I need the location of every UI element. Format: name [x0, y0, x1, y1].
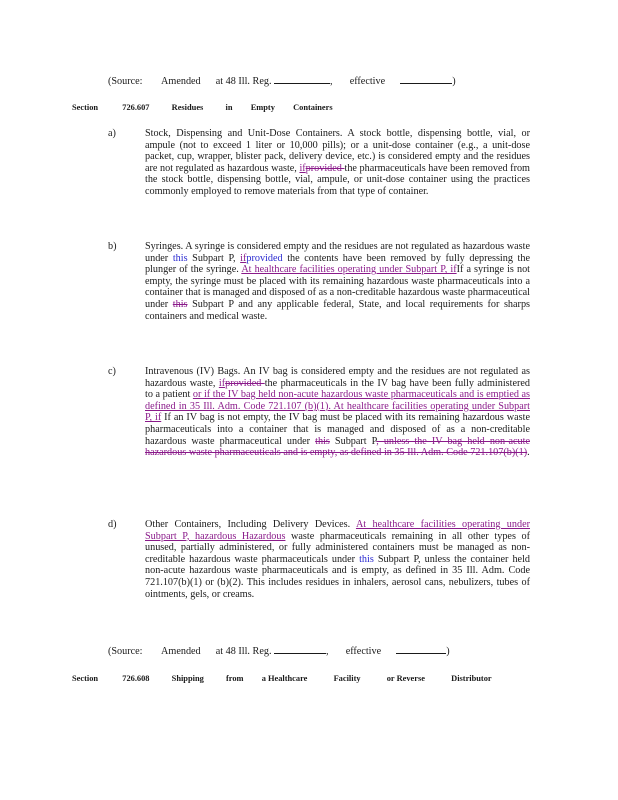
paragraph-b-body	[145, 241, 530, 322]
section-title-word: Shipping	[171, 674, 204, 683]
source-amended: Amended	[161, 646, 201, 657]
body-text: Subpart P, unless the container held non-acute hazardous waste pharmaceuticals and is empty, as defined in 35 Ill. Adm. Code 721.107(b)(1) or (b)(2). This includes residues in inhalers, aerosol cans, nebulizers, tubes of ointments, gels, or creams.	[145, 553, 530, 600]
source-sep: ,	[330, 76, 333, 87]
deleted-text: , unless the IV bag held non-acute hazardous waste pharmaceuticals and is empty, as defined in 35 Ill. Adm. Code 721.107(b)(1)	[145, 435, 530, 459]
source-effective: effective	[345, 646, 382, 657]
section-title-word: Facility	[333, 674, 361, 683]
deleted-text: this	[315, 435, 330, 447]
section-number: 726.608	[122, 674, 150, 683]
source-effective: effective	[349, 76, 386, 87]
section-label: Section	[72, 103, 99, 112]
source-note-bottom	[108, 644, 450, 657]
source-reg: at 48 Ill. Reg.	[215, 76, 272, 87]
body-text: Subpart P	[329, 435, 377, 447]
body-text: Subpart P and any applicable federal, State, and local requirements for sharps containers and medical waste.	[145, 298, 531, 322]
paragraph-letter: a)	[108, 128, 116, 139]
body-text: the contents have been removed by fully depressing the plunger of the syringe.	[145, 252, 530, 276]
inserted-text: At healthcare facilities operating under Subpart P, if	[241, 264, 457, 276]
effective-blank	[396, 644, 446, 654]
paragraph-letter: d)	[108, 519, 117, 530]
section-title-word: Containers	[293, 103, 333, 112]
body-text: Syringes. A syringe is considered empty and the residues are not regulated as hazardous waste under	[145, 241, 530, 264]
body-text: If a syringe is not empty, the syringe must be placed with its remaining hazardous waste pharmaceuticals into a container that is managed and disposed of as a non-creditable hazardous waste pharmaceutical under	[145, 264, 530, 310]
highlighted-text: this	[172, 252, 188, 264]
source-prefix: (Source:	[108, 646, 143, 657]
inserted-text: if	[240, 252, 247, 264]
highlighted-text: provided	[246, 252, 283, 264]
section-title-word: Residues	[171, 103, 204, 112]
body-text: Subpart P,	[187, 252, 241, 264]
body-text: .	[527, 447, 530, 459]
section-number: 726.607	[122, 103, 150, 112]
body-text: Stock, Dispensing and Unit-Dose Containers. A stock bottle, dispensing bottle, vial, or ampule (not to exceed 1 liter or 10,000 pills); or a unit-dose container (e.g., a unit-dose packet, cup, wrapper, blister pack, delivery device, etc.) is considered empty and the residues are not regulated as hazardous waste,	[145, 128, 530, 174]
section-title-word: a Healthcare	[261, 674, 308, 683]
section-title-word: or Reverse	[386, 674, 425, 683]
section-title-word: from	[225, 674, 244, 683]
paragraph-a-body	[145, 128, 530, 198]
source-reg: at 48 Ill. Reg.	[215, 646, 272, 657]
source-suffix: )	[446, 646, 450, 657]
body-text: Intravenous (IV) Bags. An IV bag is considered empty and the residues are not regulated as hazardous waste,	[145, 366, 530, 389]
deleted-text: provided	[305, 162, 345, 174]
section-title-word: Distributor	[451, 674, 492, 683]
section-heading-726-607	[72, 103, 333, 112]
source-note-top	[108, 74, 456, 87]
paragraph-d-body	[145, 519, 530, 600]
body-text: Other Containers, Including Delivery Devices.	[145, 519, 356, 530]
source-amended: Amended	[161, 76, 201, 87]
body-text: waste pharmaceuticals remaining in all other types of unused, partially administered, or fully administered containers must be managed as non-creditable hazardous waste pharmaceuticals under	[145, 530, 530, 565]
inserted-text: if	[218, 377, 226, 389]
body-text: the pharmaceuticals have been removed from the stock bottle, dispensing bottle, vial, ampule, or unit-dose container using the practices commonly employed to remove materials from that type of container.	[145, 162, 530, 197]
paragraph-letter: b)	[108, 241, 117, 252]
source-prefix: (Source:	[108, 76, 143, 87]
paragraph-letter: c)	[108, 366, 116, 377]
paragraph-c-body	[145, 366, 530, 459]
reg-blank	[274, 644, 326, 654]
section-label: Section	[72, 674, 99, 683]
source-suffix: )	[452, 76, 456, 87]
inserted-text: or if the IV bag held non-acute hazardous waste pharmaceuticals and is emptied as defined in 35 Ill. Adm. Code 721.107 (b)(1). At healthcare facilities operating under Subpart P, if	[145, 389, 530, 424]
deleted-text: provided	[225, 377, 265, 389]
body-text: the pharmaceuticals in the IV bag have been fully administered to a patient	[145, 377, 530, 401]
source-sep: ,	[326, 646, 329, 657]
inserted-text: if	[299, 162, 306, 174]
reg-blank	[274, 74, 330, 84]
section-heading-726-608	[72, 674, 492, 683]
body-text: If an IV bag is not empty, the IV bag must be placed with its remaining hazardous waste pharmaceuticals into a container that is managed and disposed of as a non-creditable hazardous waste pharmaceutical under	[145, 412, 530, 447]
effective-blank	[400, 74, 452, 84]
section-title-word: in	[225, 103, 233, 112]
deleted-text: this	[172, 298, 188, 310]
highlighted-text: this	[359, 553, 374, 565]
inserted-text: At healthcare facilities operating under Subpart P, hazardous Hazardous	[145, 519, 530, 542]
section-title-word: Empty	[250, 103, 275, 112]
